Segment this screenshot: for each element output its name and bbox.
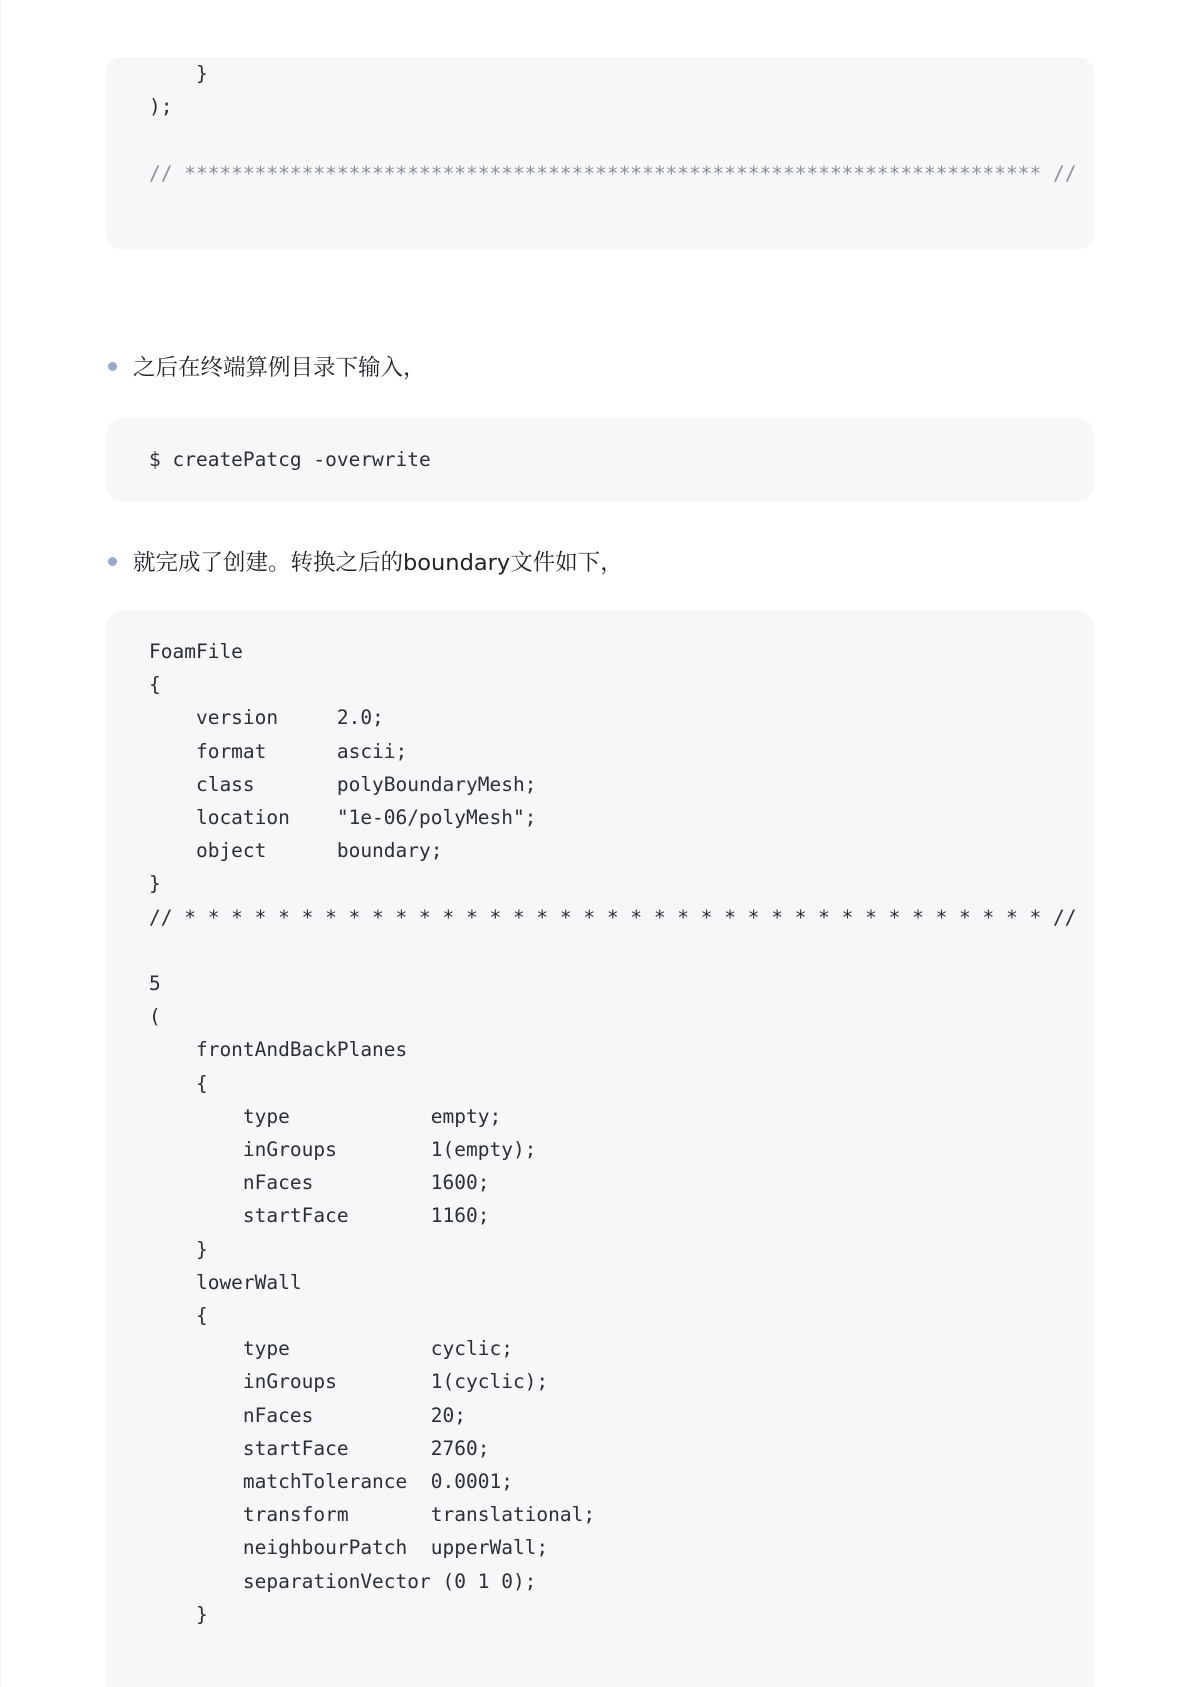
boundary-file-text: FoamFile { version 2.0; format ascii; class polyBoundaryMesh; location "1e-06/polyMesh"; object boundary; } // * * * * * * * * * * * * * * * * * * * * * * * * * * * * * * * * * * * * * // 5 ( frontAndBackPlanes { type empty; inGroups 1(empty); nFaces 1600; startFace 1160; } lowerWall { type cyclic; inGroups 1(cyclic); nFaces 20; startFace 2760; matchTolerance 0.0001; transform translational; neighbourPatch upperWall; separationVector (0 1 0); } [149, 640, 1077, 1626]
code-line: ); [149, 95, 173, 119]
list-item [108, 545, 623, 577]
list-item-text: 就完成了创建。转换之后的boundary文件如下， [133, 550, 623, 576]
code-line: } [149, 62, 208, 85]
page-edge [0, 0, 1, 1687]
bullet-icon [108, 557, 117, 566]
list-item-text: 之后在终端算例目录下输入， [133, 355, 426, 381]
code-block-boundary [106, 611, 1094, 1687]
code-block-command [106, 418, 1094, 501]
code-block-top [106, 57, 1094, 250]
list-item [108, 350, 426, 382]
bullet-icon [108, 362, 117, 371]
code-text [149, 57, 1076, 190]
command-text: $ createPatcg -overwrite [149, 448, 431, 471]
code-comment: // ************************************************************************* // [149, 161, 1077, 185]
